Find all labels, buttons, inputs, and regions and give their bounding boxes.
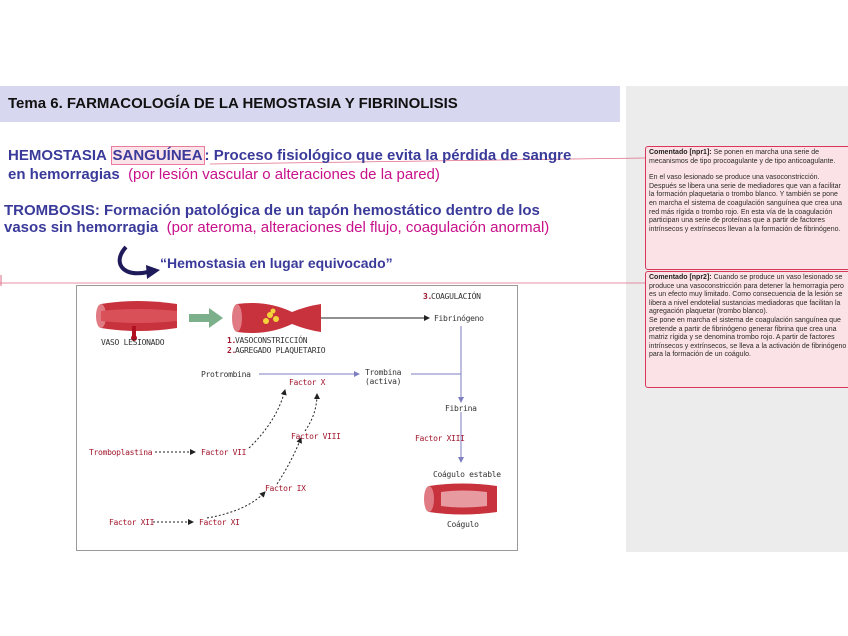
- label-coagulo: Coágulo: [447, 520, 479, 529]
- trombosis-definition-line1: [4, 202, 540, 219]
- clot-vessel-icon: [424, 484, 497, 515]
- label-fibrinogeno: Fibrinógeno: [434, 314, 484, 323]
- label-factor-vii: Factor VII: [201, 448, 247, 457]
- hemostasia-term: HEMOSTASIA: [8, 147, 111, 164]
- label-factor-xii: Factor XII: [109, 518, 155, 527]
- comment-2-label: Comentado [npr2]:: [649, 274, 712, 281]
- label-trombina-activa: (activa): [365, 377, 402, 386]
- label-agregado: AGREGADO PLAQUETARIO: [235, 346, 326, 355]
- hemostasia-definition-line2: [8, 166, 440, 183]
- label-vaso-lesionado: VASO LESIONADO: [101, 338, 165, 347]
- hemostasia-definition: : Proceso fisiológico que evita la pérdida de sangre: [204, 147, 572, 164]
- label-factor-ix: Factor IX: [265, 484, 306, 493]
- constricted-vessel-icon: [232, 303, 321, 333]
- quote-text: “Hemostasia en lugar equivocado”: [160, 255, 393, 271]
- label-vasoconstriccion: VASOCONSTRICCIÓN: [235, 336, 308, 345]
- step3-number: 3.: [423, 292, 433, 301]
- trombosis-definition-cont: vasos sin hemorragia: [4, 219, 159, 236]
- arrow-factor-ix: [277, 438, 301, 484]
- label-trombina: Trombina: [365, 368, 402, 377]
- step2-number: 2.: [227, 346, 237, 355]
- comment-1-p2: En el vaso lesionado se produce una vasoconstricción. Después se libera una serie de mediadores que van a facilitar la formación plaquetaria o trombo blanco. Y también se pone en marcha el sistema de coagulación sanguínea que crea una red más rígida o trombo rojo. En esta vía de la coagulación participan una serie de proteínas que a partir de factores intrínsecos y extrínsecos llevan a la formación de fibrinógeno.: [649, 174, 843, 233]
- label-factor-xiii: Factor XIII: [415, 434, 465, 443]
- comment-1[interactable]: [645, 146, 848, 270]
- injured-vessel-icon: [96, 301, 177, 341]
- label-protrombina: Protrombina: [201, 370, 251, 379]
- curved-arrow-icon: [120, 247, 148, 273]
- figure-graphics: [77, 286, 517, 550]
- trombosis-definition: : Formación patológica de un tapón hemostático dentro de los: [94, 202, 540, 219]
- label-coagulacion: COAGULACIÓN: [431, 292, 481, 301]
- trombosis-definition-line2: [4, 219, 549, 236]
- trombosis-note: (por ateroma, alteraciones del flujo, coagulación anormal): [166, 219, 550, 236]
- arrow-factor-viii: [305, 394, 317, 431]
- hemostasia-highlight[interactable]: SANGUÍNEA: [112, 147, 203, 164]
- trombosis-term: TROMBOSIS: [4, 202, 95, 219]
- comment-1-label: Comentado [npr1]:: [649, 149, 712, 156]
- hemostasis-figure: [76, 285, 518, 551]
- arrow-factor-xi: [207, 492, 265, 518]
- hemostasia-definition-cont: en hemorragias: [8, 166, 120, 183]
- comment-2-p1: Cuando se produce un vaso lesionado se produce una vasoconstricción para detener la hemorragia pero es un efecto muy limitado. Como consecuencia de la lesión se libera a nivel endotelial sustancias mediadoras que facilitan la agregación plaquetar (trombo blanco).: [649, 274, 844, 316]
- hemostasia-note: (por lesión vascular o alteraciones de la pared): [128, 166, 440, 183]
- label-tromboplastina: Tromboplastina: [89, 448, 153, 457]
- label-factor-viii: Factor VIII: [291, 432, 341, 441]
- comment-2-p2: Se pone en marcha el sistema de coagulación sanguínea que pretende a partir de fibrinógeno generar fibrina que crea una matriz rígida y se denomina trombo rojo. A partir de factores intrínsecos y extrínsecos, se lleva a la activación de fibrinógeno para la formación de un coágulo.: [649, 316, 847, 359]
- green-arrow-icon: [189, 308, 223, 328]
- step1-number: 1.: [227, 336, 237, 345]
- label-coagulo-estable: Coágulo estable: [433, 470, 501, 479]
- arrow-factor-vii: [249, 390, 285, 448]
- comment-1-p1: Se ponen en marcha una serie de mecanismos de tipo procoagulante y de tipo anticoagulante.: [649, 149, 836, 165]
- label-factor-xi: Factor XI: [199, 518, 240, 527]
- hemostasia-definition-line1: [8, 147, 571, 164]
- comment-2[interactable]: [645, 271, 848, 388]
- page-title: Tema 6. FARMACOLOGÍA DE LA HEMOSTASIA Y FIBRINOLISIS: [8, 95, 458, 112]
- label-factor-x: Factor X: [289, 378, 326, 387]
- label-fibrina: Fibrina: [445, 404, 477, 413]
- curved-arrow-head-icon: [146, 265, 160, 279]
